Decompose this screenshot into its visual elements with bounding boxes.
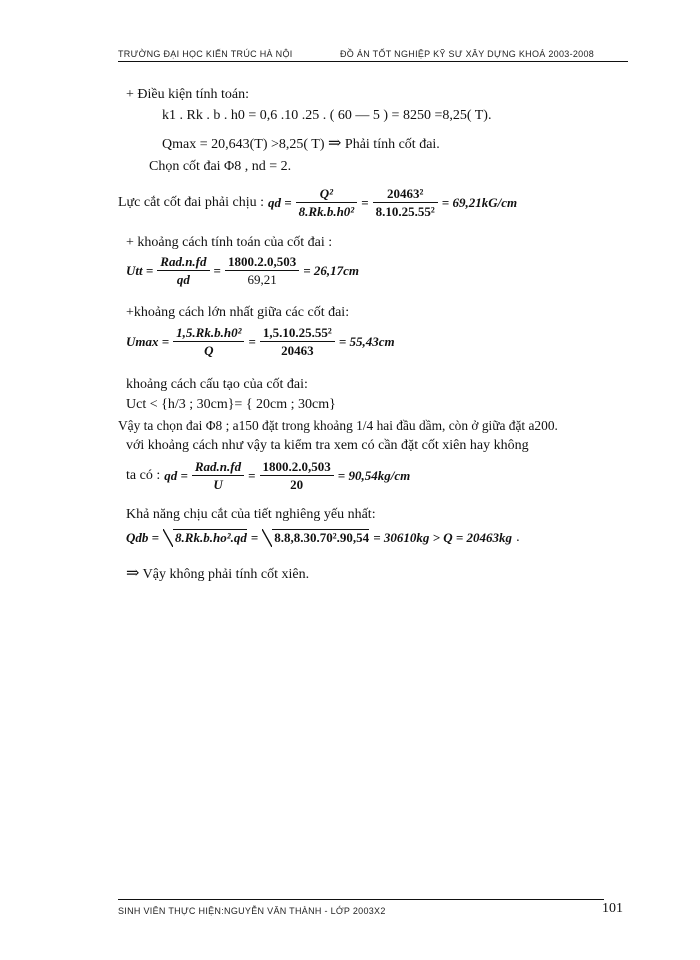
footer-left: SINH VIÊN THỰC HIỆN:NGUYỄN VĂN THÀNH - LỚP 2003X2 bbox=[118, 906, 386, 916]
fraction bbox=[192, 459, 244, 492]
denominator: Q bbox=[204, 343, 214, 358]
formula-qdb-result: = 30610kg > Q = 20463kg bbox=[373, 529, 513, 545]
numerator: 20463² bbox=[373, 186, 438, 203]
equals: = bbox=[250, 529, 259, 545]
numerator: Rad.n.fd bbox=[192, 459, 244, 476]
sqrt-radicand: 8.8,8.30.70².90,54 bbox=[274, 530, 370, 545]
line-qmax bbox=[162, 133, 440, 153]
formula-qd-lhs: qd = bbox=[267, 194, 292, 210]
denominator: qd bbox=[176, 272, 190, 287]
equals: = bbox=[361, 194, 369, 210]
line-kha-nang-chiu-cat: Khả năng chịu cắt của tiết nghiêng yếu nhất: bbox=[126, 507, 376, 522]
numerator: 1,5.10.25.55² bbox=[260, 325, 335, 342]
formula-utt-result: = 26,17cm bbox=[303, 262, 359, 278]
formula-qdb-lhs: Qdb = bbox=[126, 529, 160, 545]
line-dieu-kien: + Điều kiện tính toán: bbox=[126, 87, 249, 102]
line-khoang-cach-tinh-toan: + khoảng cách tính toán của cốt đai : bbox=[126, 235, 333, 250]
fraction bbox=[296, 186, 358, 219]
denominator: 20463 bbox=[281, 343, 314, 358]
arrow-icon: ⇒ bbox=[126, 565, 140, 582]
formula-qd-check bbox=[126, 459, 410, 492]
line-uct: Uct < {h/3 ; 30cm}= { 20cm ; 30cm} bbox=[126, 397, 336, 412]
header-rule bbox=[118, 61, 628, 62]
line-khoang-cach-lon-nhat: +khoảng cách lớn nhất giữa các cốt đai: bbox=[126, 305, 350, 320]
denominator: U bbox=[213, 477, 223, 492]
numerator: 1800.2.0,503 bbox=[260, 459, 334, 476]
line-vay-ta-chon: Vậy ta chọn đai Φ8 ; a150 đặt trong khoảng 1/4 hai đầu dầm, còn ở giữa đặt a200. bbox=[118, 418, 558, 433]
fraction bbox=[173, 325, 244, 358]
line-khoang-cach-cau-tao: khoảng cách cấu tạo của cốt đai: bbox=[126, 377, 308, 392]
fraction bbox=[157, 254, 209, 287]
denominator: 8.10.25.55² bbox=[375, 204, 435, 219]
header-right: ĐỒ ÁN TỐT NGHIỆP KỸ SƯ XÂY DỰNG KHOÁ 2003-2008 bbox=[340, 49, 595, 59]
formula-qd-check-label: ta có : bbox=[126, 467, 161, 483]
formula-utt-lhs: Utt = bbox=[126, 262, 154, 278]
formula-qd-check-result: = 90,54kg/cm bbox=[337, 467, 411, 483]
conclusion-text: Vậy không phải tính cốt xiên. bbox=[142, 567, 310, 582]
fraction bbox=[260, 325, 335, 358]
formula-qd-result: = 69,21kG/cm bbox=[441, 194, 518, 210]
page-number: 101 bbox=[602, 901, 623, 916]
header-left: TRƯỜNG ĐẠI HỌC KIẾN TRÚC HÀ NỘI bbox=[118, 49, 293, 59]
formula-qdb-tail: . bbox=[516, 529, 520, 545]
line-voi-khoang-cach: với khoảng cách như vậy ta kiểm tra xem có cần đặt cốt xiên hay không bbox=[126, 438, 529, 453]
formula-qd-label: Lực cắt cốt đai phải chịu : bbox=[118, 194, 264, 210]
formula-umax bbox=[126, 325, 395, 358]
fraction bbox=[373, 186, 438, 219]
numerator: 1800.2.0,503 bbox=[225, 254, 299, 271]
formula-umax-lhs: Umax = bbox=[126, 333, 170, 349]
denominator: 20 bbox=[290, 477, 304, 492]
formula-qd bbox=[118, 186, 517, 219]
formula-umax-result: = 55,43cm bbox=[338, 333, 395, 349]
qmax-conclusion: Phải tính cốt đai. bbox=[344, 137, 440, 152]
equals: = bbox=[248, 467, 256, 483]
footer-rule bbox=[118, 899, 604, 900]
line-chon-cot-dai: Chọn cốt đai Φ8 , nd = 2. bbox=[149, 159, 292, 174]
numerator: Rad.n.fd bbox=[157, 254, 209, 271]
formula-utt bbox=[126, 254, 359, 287]
fraction bbox=[225, 254, 299, 287]
sqrt-radicand: 8.Rk.b.ho².qd bbox=[175, 530, 247, 545]
formula-qd-check-lhs: qd = bbox=[164, 467, 188, 483]
line-k1: k1 . Rk . b . h0 = 0,6 .10 .25 . ( 60 — 5 ) = 8250 =8,25( T). bbox=[162, 108, 492, 123]
line-conclusion bbox=[126, 563, 309, 583]
equals: = bbox=[248, 333, 256, 349]
equals: = bbox=[213, 262, 221, 278]
numerator: 1,5.Rk.b.h0² bbox=[173, 325, 244, 342]
denominator: 8.Rk.b.h0² bbox=[298, 204, 355, 219]
formula-qdb bbox=[126, 529, 520, 546]
fraction bbox=[260, 459, 334, 492]
numerator: Q² bbox=[296, 186, 358, 203]
arrow-icon: ⇒ bbox=[328, 135, 342, 152]
qmax-text: Qmax = 20,643(T) >8,25( T) bbox=[162, 137, 325, 152]
denominator: 69,21 bbox=[247, 272, 277, 287]
